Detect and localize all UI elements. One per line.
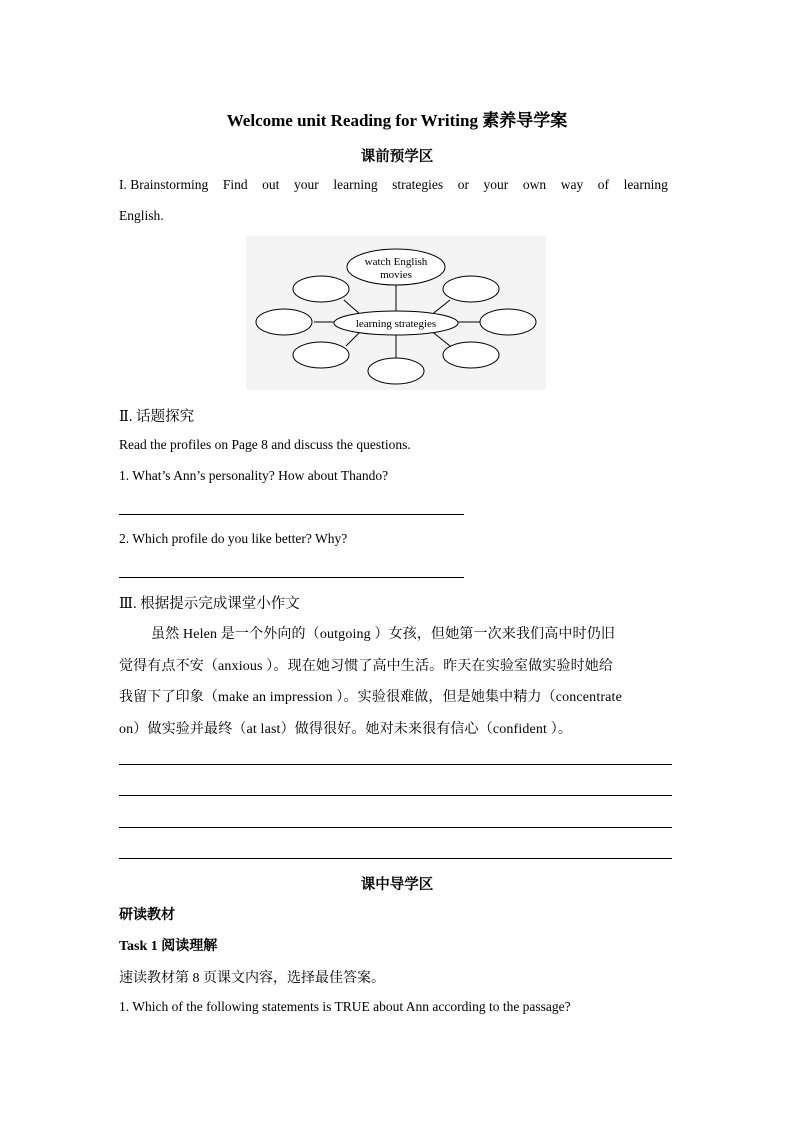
section2-heading: Ⅱ. 话题探究 <box>119 409 195 425</box>
task-1-heading: Task 1 阅读理解 <box>119 939 218 954</box>
diagram-empty-node-upper-right <box>443 276 499 302</box>
section1-line <box>119 177 668 193</box>
section2-question-1: 1. What’s Ann’s personality? How about Thando? <box>119 468 389 483</box>
section2-instruction: Read the profiles on Page 8 and discuss the questions. <box>119 437 411 452</box>
diagram-empty-node-bottom <box>368 358 424 384</box>
writing-line-1[interactable] <box>119 764 672 765</box>
section1-word: Find <box>222 177 248 192</box>
composition-prompt-line-1: 虽然 Helen 是一个外向的（outgoing ）女孩，但她第一次来我们高中时仍旧 <box>151 627 616 642</box>
section1-word: your <box>294 177 319 192</box>
writing-line-3[interactable] <box>119 827 672 828</box>
section1-word: your <box>483 177 509 192</box>
section1-word: out <box>262 177 280 192</box>
task-1-instruction: 速读教材第 8 页课文内容，选择最佳答案。 <box>119 971 385 986</box>
diagram-empty-node-left <box>256 309 312 335</box>
section1-word: way <box>560 177 584 192</box>
section1-word: I. Brainstorming <box>119 177 209 192</box>
answer-line-2[interactable] <box>119 577 464 578</box>
diagram-empty-node-right <box>480 309 536 335</box>
center-node-label: learning strategies <box>355 318 437 330</box>
diagram-empty-node-upper-left <box>293 276 349 302</box>
inclass-subheading: 研读教材 <box>119 908 175 923</box>
section1-word: strategies <box>392 177 444 192</box>
diagram-empty-node-lower-right <box>443 342 499 368</box>
task-1-question-1: 1. Which of the following statements is TRUE about Ann according to the passage? <box>119 999 571 1014</box>
mind-map-diagram <box>246 236 546 390</box>
section1-word: learning <box>333 177 378 192</box>
section1-word: learning <box>623 177 668 192</box>
top-node-line2: movies <box>380 269 412 281</box>
page-title: Welcome unit Reading for Writing 素养导学案 <box>226 111 568 130</box>
composition-prompt-line-4: on）做实验并最终（at last）做得很好。她对未来很有信心（confident ）。 <box>119 722 573 737</box>
section1-word: own <box>522 177 547 192</box>
section3-heading: Ⅲ. 根据提示完成课堂小作文 <box>119 596 300 612</box>
answer-line-1[interactable] <box>119 514 464 515</box>
writing-line-2[interactable] <box>119 795 672 796</box>
section1-tail: English. <box>119 208 164 223</box>
top-node-line1: watch English <box>364 256 428 268</box>
writing-line-4[interactable] <box>119 858 672 859</box>
section2-question-2: 2. Which profile do you like better? Why? <box>119 531 348 546</box>
diagram-empty-node-lower-left <box>293 342 349 368</box>
inclass-heading: 课中导学区 <box>360 877 434 893</box>
composition-prompt-line-3: 我留下了印象（make an impression ）。实验很难做，但是她集中精力（concentrate <box>119 690 622 705</box>
section1-word: of <box>597 177 610 192</box>
preclass-heading: 课前预学区 <box>360 149 434 165</box>
section1-word: or <box>457 177 469 192</box>
composition-prompt-line-2: 觉得有点不安（anxious ）。现在她习惯了高中生活。昨天在实验室做实验时她给 <box>119 659 614 674</box>
